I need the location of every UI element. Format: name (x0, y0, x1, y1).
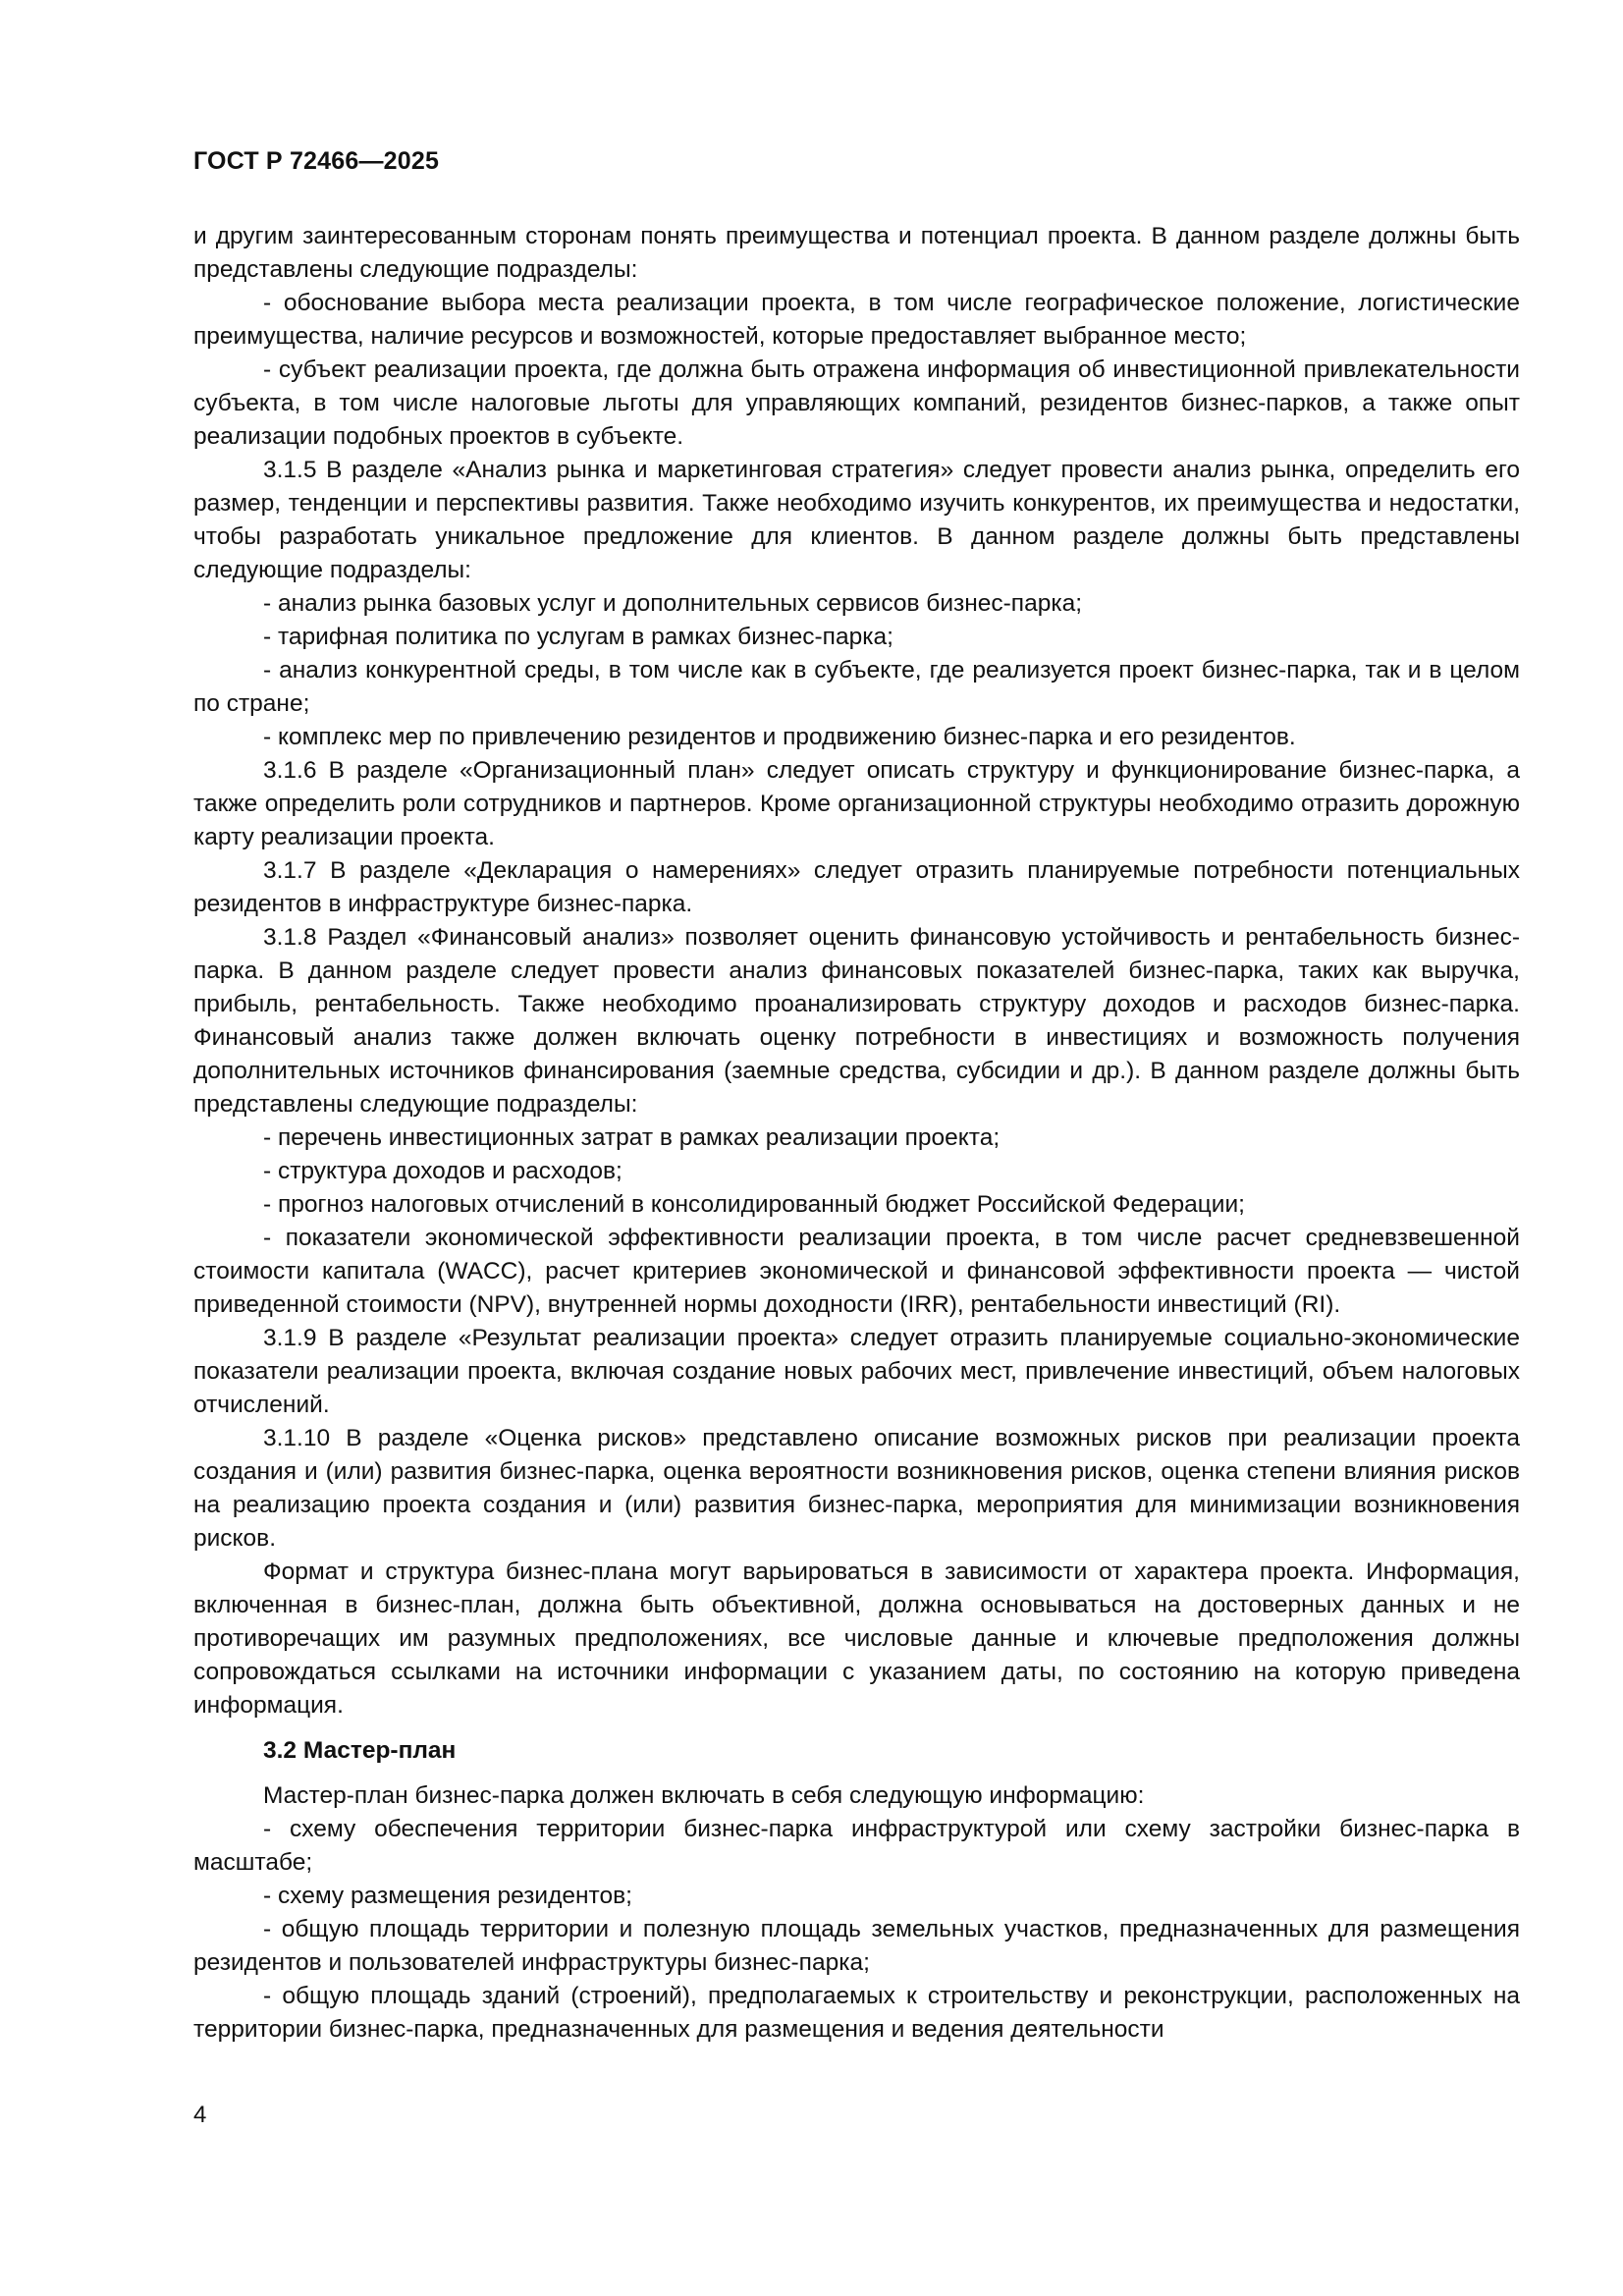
list-item: - перечень инвестиционных затрат в рамках реализации проекта; (263, 1124, 1001, 1151)
standard-header: ГОСТ Р 72466—2025 (193, 147, 440, 175)
list-item: - общую площадь зданий (строений), предполагаемых к строительству и реконструкции, расположенных на территории бизнес-парка, предназначенных для размещения и ведения деятельности (193, 1983, 1520, 2043)
paragraph: 3.1.9 В разделе «Результат реализации проекта» следует отразить планируемые социально-экономические показатели реализации проекта, включая создание новых рабочих мест, привлечение инвестиций, объем налоговых отчислений. (193, 1325, 1520, 1418)
paragraph: и другим заинтересованным сторонам понять преимущества и потенциал проекта. В данном разделе должны быть представлены следующие подразделы: (193, 223, 1520, 283)
list-item: - схему размещения резидентов; (263, 1883, 632, 1909)
list-item: - тарифная политика по услугам в рамках бизнес-парка; (263, 624, 893, 650)
list-item: - анализ конкурентной среды, в том числе как в субъекте, где реализуется проект бизнес-парка, так и в целом по стране; (193, 657, 1520, 717)
list-item: - обоснование выбора места реализации проекта, в том числе географическое положение, логистические преимущества, наличие ресурсов и возможностей, которые предоставляет выбранное место; (193, 290, 1520, 350)
paragraph: Формат и структура бизнес-плана могут варьироваться в зависимости от характера проекта. Информация, включенная в бизнес-план, должна быть объективной, должна основываться на достоверных данных и не противоречащих им разумных предположениях, все числовые данные и ключевые предположения должны сопровождаться ссылками на источники информации с указанием даты, по состоянию на которую приведена информация. (193, 1558, 1520, 1719)
list-item: - комплекс мер по привлечению резидентов и продвижению бизнес-парка и его резидентов. (263, 724, 1296, 750)
list-item: - прогноз налоговых отчислений в консолидированный бюджет Российской Федерации; (263, 1191, 1245, 1218)
paragraph: 3.1.6 В разделе «Организационный план» следует описать структуру и функционирование бизнес-парка, а также определить роли сотрудников и партнеров. Кроме организационной структуры необходимо отразить дорожную карту реализации проекта. (193, 757, 1520, 850)
paragraph: 3.1.5 В разделе «Анализ рынка и маркетинговая стратегия» следует провести анализ рынка, определить его размер, тенденции и перспективы развития. Также необходимо изучить конкурентов, их преимущества и недостатки, чтобы разработать уникальное предложение для клиентов. В данном разделе должны быть представлены следующие подразделы: (193, 457, 1520, 583)
paragraph: 3.1.7 В разделе «Декларация о намерениях» следует отразить планируемые потребности потенциальных резидентов в инфраструктуре бизнес-парка. (193, 857, 1520, 917)
paragraph: 3.1.8 Раздел «Финансовый анализ» позволяет оценить финансовую устойчивость и рентабельность бизнес-парка. В данном разделе следует провести анализ финансовых показателей бизнес-парка, таких как выручка, прибыль, рентабельность. Также необходимо проанализировать структуру доходов и расходов бизнес-парка. Финансовый анализ также должен включать оценку потребности в инвестициях и возможность получения дополнительных источников финансирования (заемные средства, субсидии и др.). В данном разделе должны быть представлены следующие подразделы: (193, 924, 1520, 1118)
list-item: - субъект реализации проекта, где должна быть отражена информация об инвестиционной привлекательности субъекта, в том числе налоговые льготы для управляющих компаний, резидентов бизнес-парков, а также опыт реализации подобных проектов в субъекте. (193, 356, 1520, 450)
list-item: - показатели экономической эффективности реализации проекта, в том числе расчет средневзвешенной стоимости капитала (WACC), расчет критериев экономической и финансовой эффективности проекта — чистой приведенной стоимости (NPV), внутренней нормы доходности (IRR), рентабельности инвестиций (RI). (193, 1225, 1520, 1318)
section-heading: 3.2 Мастер-план (263, 1737, 457, 1764)
paragraph: Мастер-план бизнес-парка должен включать в себя следующую информацию: (263, 1782, 1145, 1809)
list-item: - анализ рынка базовых услуг и дополнительных сервисов бизнес-парка; (263, 590, 1083, 617)
list-item: - общую площадь территории и полезную площадь земельных участков, предназначенных для размещения резидентов и пользователей инфраструктуры бизнес-парка; (193, 1916, 1520, 1976)
page-number: 4 (193, 2102, 207, 2128)
list-item: - структура доходов и расходов; (263, 1158, 622, 1184)
list-item: - схему обеспечения территории бизнес-парка инфраструктурой или схему застройки бизнес-парка в масштабе; (193, 1816, 1520, 1876)
paragraph: 3.1.10 В разделе «Оценка рисков» представлено описание возможных рисков при реализации проекта создания и (или) развития бизнес-парка, оценка вероятности возникновения рисков, оценка степени влияния рисков на реализацию проекта создания и (или) развития бизнес-парка, мероприятия для минимизации возникновения рисков. (193, 1425, 1520, 1552)
document-body (193, 220, 1520, 2047)
